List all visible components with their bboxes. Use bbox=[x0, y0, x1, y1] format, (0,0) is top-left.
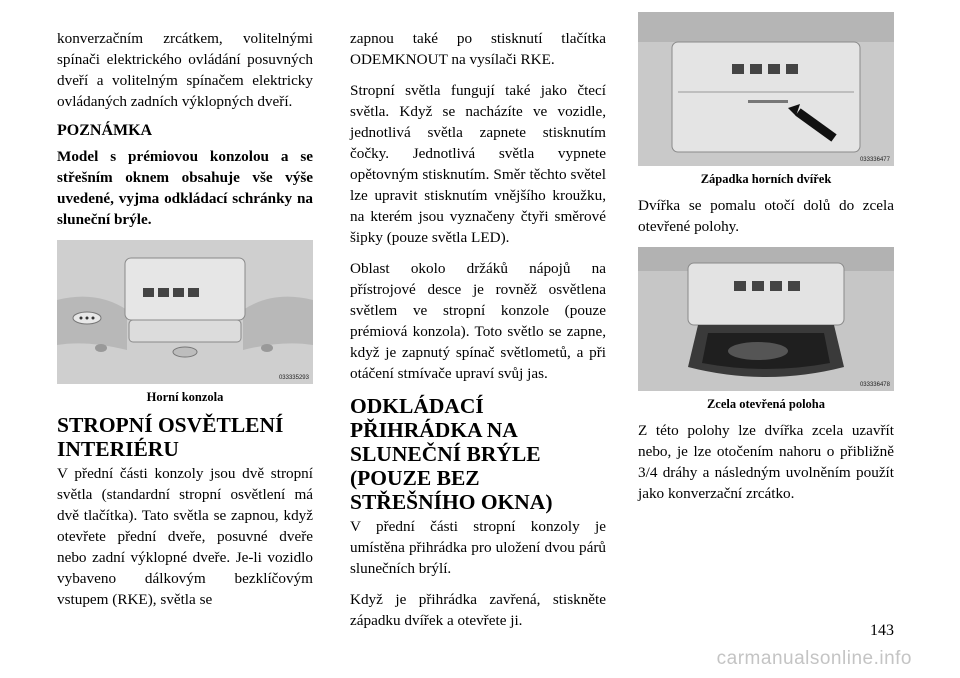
paragraph: Dvířka se pomalu otočí dolů do zcela otevřené polohy. bbox=[638, 197, 894, 235]
paragraph: zapnou také po stisknutí tlačítka ODEMKNOUT na vysílači RKE. bbox=[350, 30, 606, 68]
note-text: Model s prémiovou konzolou a se střešním oknem obsahuje vše výše uvedené, vyjma odkládací schránky na sluneční brýle. bbox=[57, 148, 313, 228]
overhead-console-photo bbox=[57, 240, 313, 384]
column-left bbox=[57, 28, 313, 620]
paragraph: konverzačním zrcátkem, volitelnými spínači elektrického ovládání posuvných dveří a volitelným spínačem elektricky ovládaných zadních výklopných dveří. bbox=[57, 30, 313, 110]
figure-caption: Horní konzola bbox=[146, 390, 224, 404]
figure-caption: Zcela otevřená poloha bbox=[706, 397, 826, 411]
paragraph: V přední části stropní konzoly je umístěna přihrádka pro uložení dvou párů slunečních brýlí. bbox=[350, 518, 606, 577]
page-number: 143 bbox=[870, 622, 894, 639]
section-heading: ODKLÁDACÍ PŘIHRÁDKA NA SLUNEČNÍ BRÝLE (POUZE BEZ STŘEŠNÍHO OKNA) bbox=[350, 394, 553, 514]
watermark: carmanualsonline.info bbox=[716, 648, 912, 669]
figure-caption: Západka horních dvířek bbox=[700, 172, 832, 186]
note-heading: POZNÁMKA bbox=[57, 122, 153, 139]
paragraph: Z této polohy lze dvířka zcela uzavřít nebo, je lze otočením nahoru o přibližně 3/4 dráhy a následným uvolněním použít jako konverzační zrcátko. bbox=[638, 422, 894, 502]
door-latch-photo bbox=[638, 12, 894, 166]
paragraph: V přední části konzoly jsou dvě stropní světla (standardní stropní osvětlení má dvě tlačítka). Tato světla se zapnou, když otevřete přední dveře, posuvné dveře nebo zadní výklopné dveře. Je-li vozidlo vybaveno dálkovým bezklíčovým vstupem (RKE), světla se bbox=[57, 465, 313, 608]
column-middle bbox=[350, 28, 606, 641]
figure-code: 033336478 bbox=[859, 382, 890, 388]
figure-code: 033336477 bbox=[859, 157, 890, 163]
paragraph: Když je přihrádka zavřená, stiskněte západku dvířek a otevřete ji. bbox=[350, 591, 606, 629]
paragraph: Stropní světla fungují také jako čtecí světla. Když se nacházíte ve vozidle, jednotlivá světla zapnete stisknutím čočky. Jednotlivá světla vypnete opětovným stisknutím. Směr těchto světel lze upravit stisknutím vnějšího kroužku, na kterém jsou vyznačeny čtyři směrové šipky (pouze světla LED). bbox=[350, 82, 606, 246]
figure-overhead-console bbox=[57, 240, 313, 384]
column-right bbox=[638, 12, 894, 514]
figure-fully-open bbox=[638, 247, 894, 391]
fully-open-photo bbox=[638, 247, 894, 391]
section-heading: STROPNÍ OSVĚTLENÍ INTERIÉRU bbox=[57, 413, 284, 461]
figure-code: 033335293 bbox=[278, 375, 309, 381]
paragraph: Oblast okolo držáků nápojů na přístrojové desce je rovněž osvětlena světlem ve stropní konzole (pouze prémiová konzola). Toto světlo se zapne, když je zapnutý spínač světlometů, a při otáčení stmívače upraví svůj jas. bbox=[350, 260, 606, 382]
figure-door-latch bbox=[638, 12, 894, 166]
